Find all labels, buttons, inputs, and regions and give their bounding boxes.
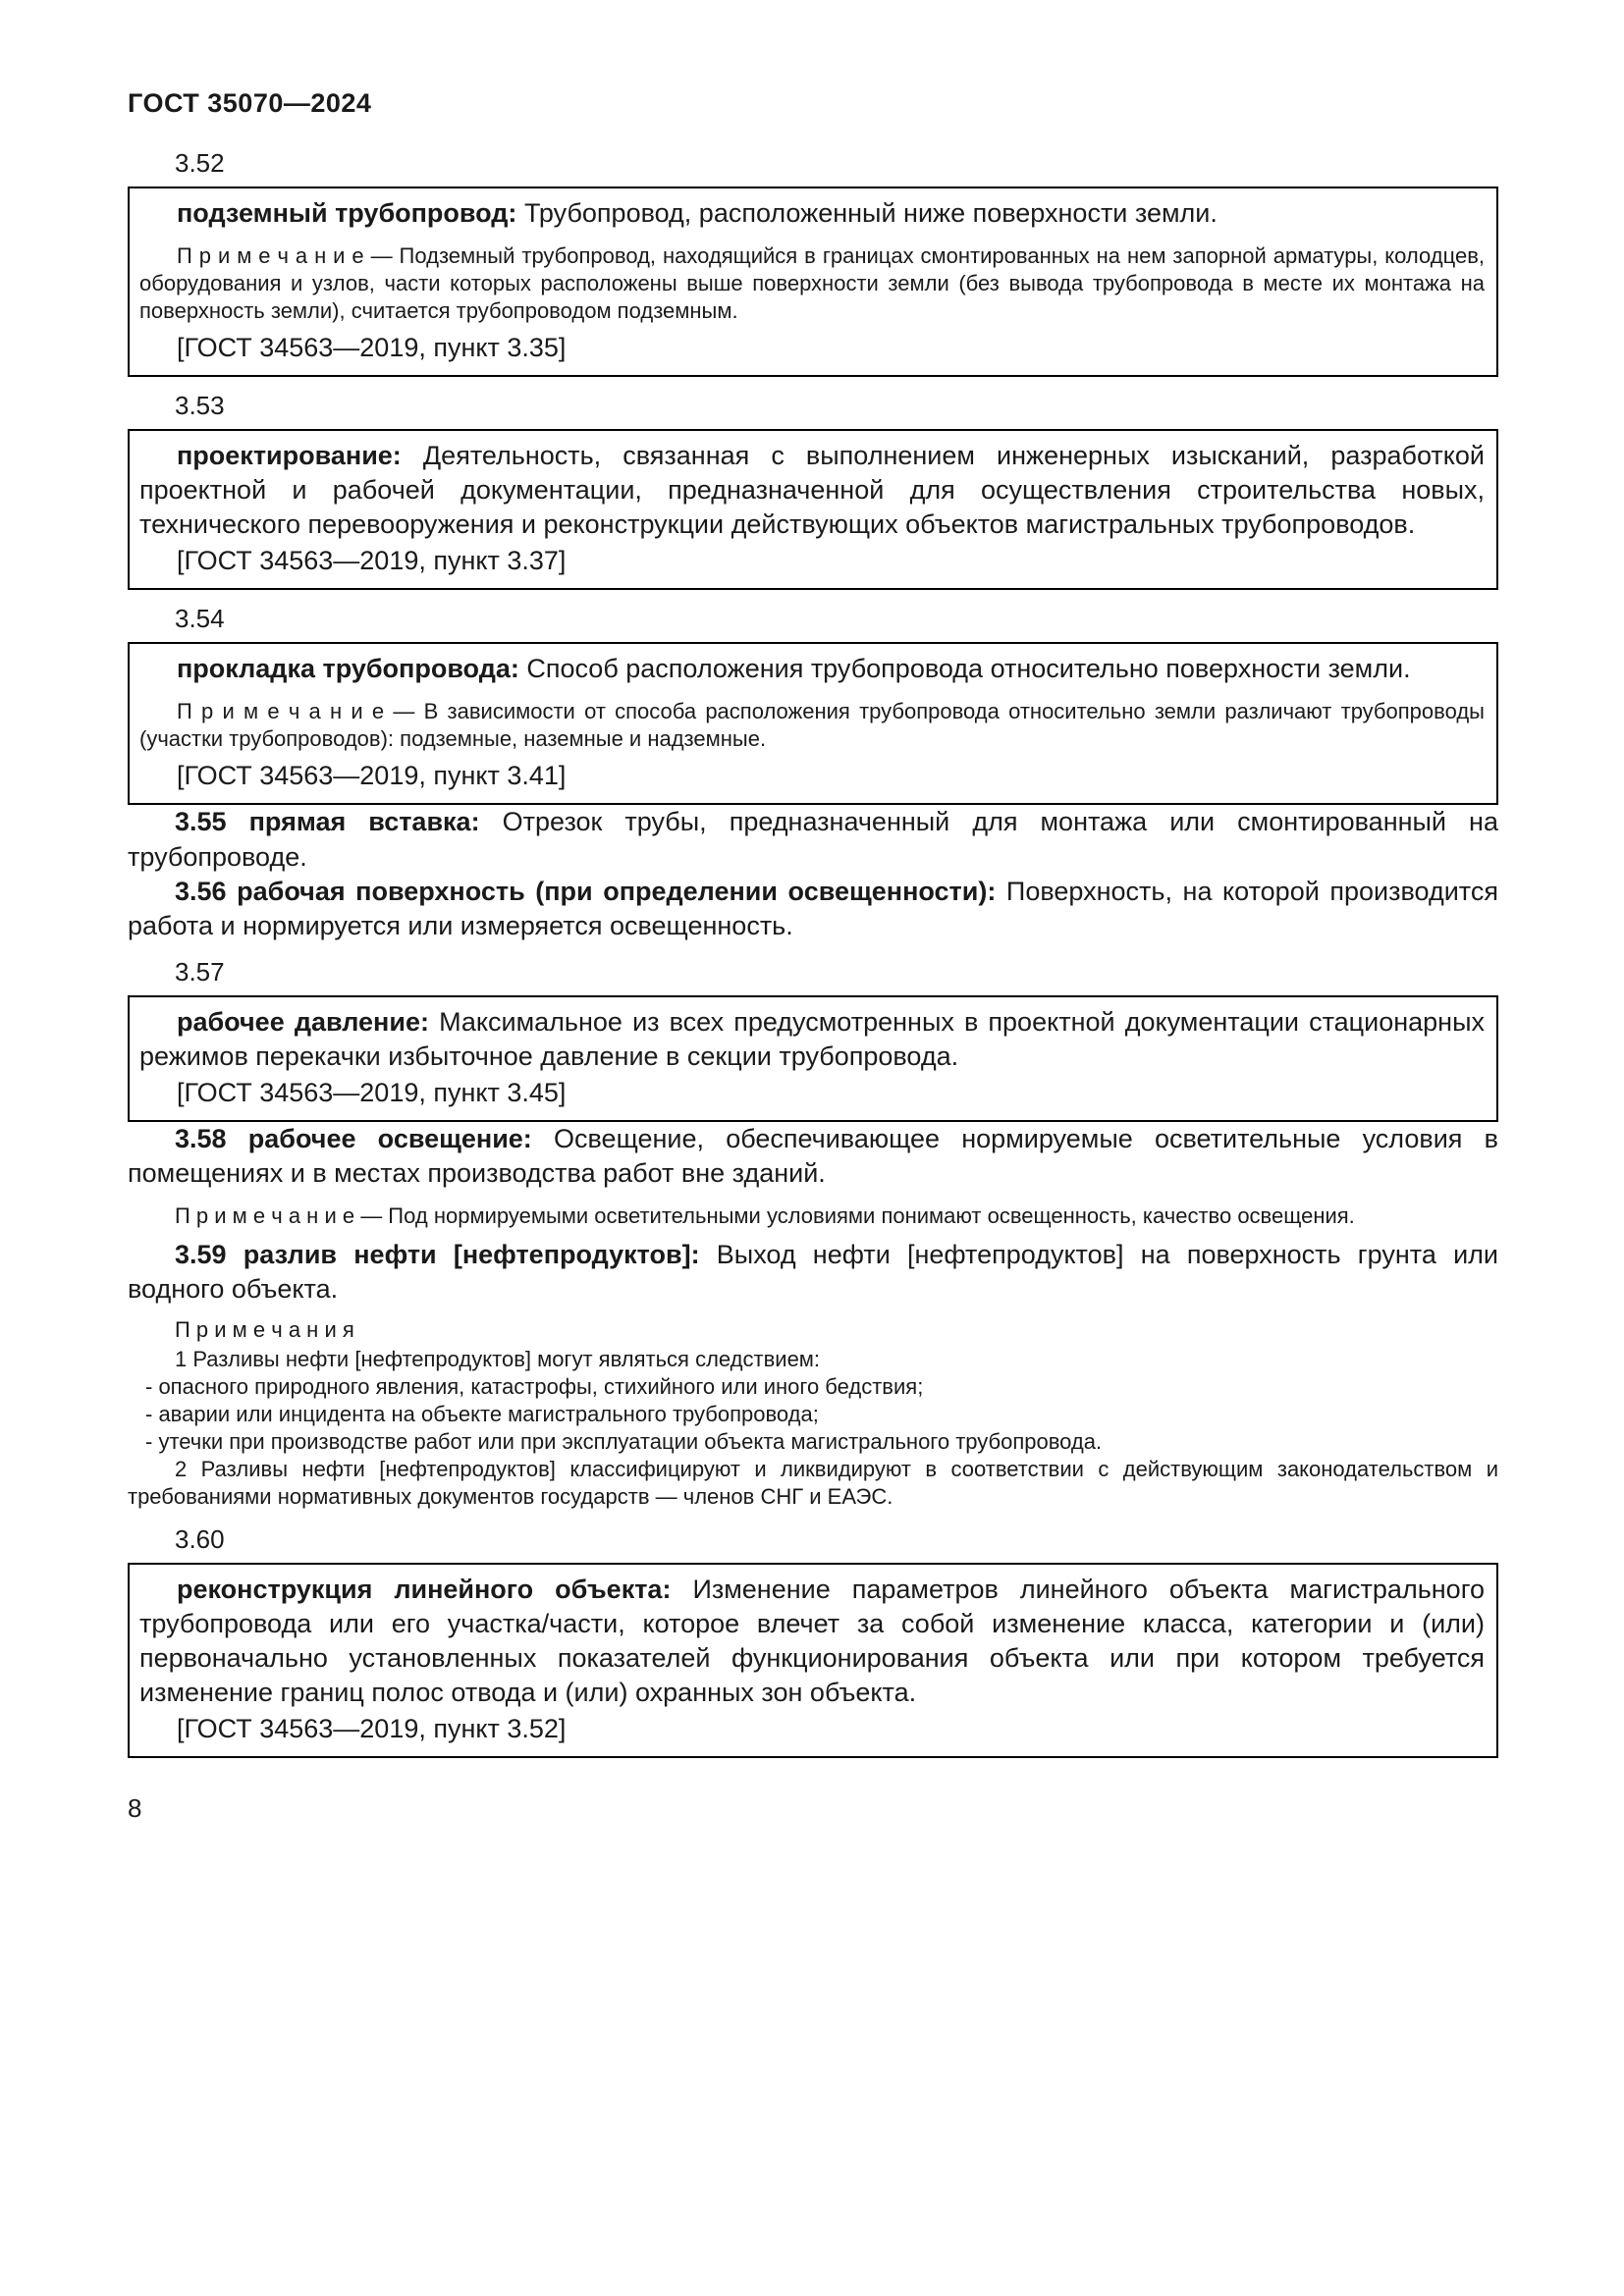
document-header: ГОСТ 35070—2024 [128, 88, 372, 118]
definition-paragraph-3-54 [139, 652, 1485, 686]
definition-paragraph-3-60 [139, 1573, 1485, 1710]
term-label-3-60: реконструкция линейного объекта: [177, 1574, 672, 1604]
term-label-3-54: прокладка трубопровода: [177, 654, 519, 684]
term-number-3-53: 3.53 [175, 391, 225, 420]
note-item-2: 2 Разливы нефти [нефтепродуктов] классифицируют и ликвидируют в соответствии с действующим законодательством и требованиями нормативных документов государств — членов СНГ и ЕАЭС. [128, 1457, 1498, 1510]
definition-box-3-54 [128, 642, 1498, 805]
definition-box-3-53 [128, 429, 1498, 590]
term-number-3-55: 3.55 [175, 807, 227, 837]
term-label-3-53: проектирование: [177, 441, 402, 470]
definition-text-3-59: Выход нефти [нефтепродуктов] на поверхность грунта или водного объекта. [128, 1240, 1498, 1305]
note-text-3-58: П р и м е ч а н и е — Под нормируемыми осветительными условиями понимают освещенность, качество освещения. [175, 1203, 1355, 1229]
term-title-3-55: прямая вставка: [248, 807, 480, 837]
term-title-3-56: рабочая поверхность (при определении освещенности): [237, 876, 997, 906]
term-number-3-56: 3.56 [175, 876, 227, 906]
note-text-3-54: П р и м е ч а н и е — В зависимости от способа расположения трубопровода относительно земли различают трубопроводы (участки трубопроводов): подземные, наземные и надземные. [139, 699, 1485, 752]
term-number-3-59: 3.59 [175, 1240, 227, 1270]
term-label-3-58 [175, 1124, 532, 1153]
source-reference-3-60: [ГОСТ 34563—2019, пункт 3.52] [177, 1714, 567, 1744]
term-title-3-58: рабочее освещение: [247, 1124, 532, 1154]
term-paragraph-3-58 [128, 1122, 1498, 1191]
definition-text-3-52: Трубопровод, расположенный ниже поверхности земли. [523, 198, 1218, 228]
term-paragraph-3-56 [128, 875, 1498, 943]
source-reference-3-57: [ГОСТ 34563—2019, пункт 3.45] [177, 1078, 567, 1107]
term-label-3-55 [175, 807, 480, 836]
notes-heading-3-59: П р и м е ч а н и я [175, 1317, 354, 1343]
term-number-3-54: 3.54 [175, 604, 225, 634]
term-label-3-52: подземный трубопровод: [177, 198, 517, 228]
term-label-3-57: рабочее давление: [177, 1006, 429, 1037]
source-reference-3-54: [ГОСТ 34563—2019, пункт 3.41] [177, 761, 567, 791]
definition-paragraph-3-57 [139, 1005, 1485, 1074]
definition-paragraph-3-52 [139, 196, 1485, 231]
definition-text-3-54: Способ расположения трубопровода относительно поверхности земли. [526, 654, 1411, 684]
definition-text-3-58: Освещение, обеспечивающее нормируемые осветительные условия в помещениях и в местах производства работ вне зданий. [128, 1124, 1498, 1189]
notes-block-3-59 [128, 1316, 1498, 1511]
term-title-3-59: разлив нефти [нефтепродуктов]: [243, 1240, 700, 1270]
source-reference-3-52: [ГОСТ 34563—2019, пункт 3.35] [177, 332, 567, 362]
term-paragraph-3-55 [128, 805, 1498, 874]
definition-text-3-53: Деятельность, связанная с выполнением инженерных изысканий, разработкой проектной и рабочей документации, предназначенной для осуществления строительства новых, технического перевооружения и реконструкции действующих объектов магистральных трубопроводов. [139, 441, 1485, 540]
definition-text-3-60: Изменение параметров линейного объекта магистрального трубопровода или его участка/части, которое влечет за собой изменение класса, категории и (или) первоначально установленных показателей функционирования объекта или при котором требуется изменение границ полос отвода и (или) охранных зон объекта. [139, 1574, 1485, 1708]
definition-paragraph-3-53 [139, 439, 1485, 542]
definition-box-3-52 [128, 187, 1498, 377]
term-number-3-57: 3.57 [175, 956, 225, 987]
term-paragraph-3-59 [128, 1238, 1498, 1307]
definition-text-3-57: Максимальное из всех предусмотренных в проектной документации стационарных режимов перекачки избыточное давление в секции трубопровода. [139, 1006, 1486, 1071]
note-text-3-52: П р и м е ч а н и е — Подземный трубопровод, находящийся в границах смонтированных на нем запорной арматуры, колодцев, оборудования и узлов, части которых расположены выше поверхности земли (без вывода трубопровода в месте их монтажа на поверхность земли), считается трубопроводом подземным. [139, 243, 1485, 323]
definition-box-3-57 [128, 995, 1498, 1122]
term-number-3-52: 3.52 [175, 148, 225, 178]
source-reference-3-53: [ГОСТ 34563—2019, пункт 3.37] [177, 546, 567, 576]
note-list-item: - опасного природного явления, катастрофы, стихийного или иного бедствия; [145, 1374, 924, 1400]
term-number-3-60: 3.60 [175, 1523, 225, 1554]
term-label-3-59 [175, 1240, 700, 1269]
term-number-3-58: 3.58 [175, 1124, 227, 1154]
note-list-item: - утечки при производстве работ или при эксплуатации объекта магистрального трубопровода. [145, 1429, 1103, 1455]
definition-box-3-60 [128, 1563, 1498, 1758]
definition-text-3-55: Отрезок трубы, предназначенный для монтажа или смонтированный на трубопроводе. [128, 807, 1498, 872]
note-list-item: - аварии или инцидента на объекте магистрального трубопровода; [145, 1402, 819, 1427]
note-item-1: 1 Разливы нефти [нефтепродуктов] могут являться следствием: [175, 1347, 821, 1372]
term-label-3-56 [175, 877, 996, 906]
definition-text-3-56: Поверхность, на которой производится работа и нормируется или измеряется освещенность. [128, 876, 1498, 940]
page-number: 8 [128, 1793, 142, 1824]
